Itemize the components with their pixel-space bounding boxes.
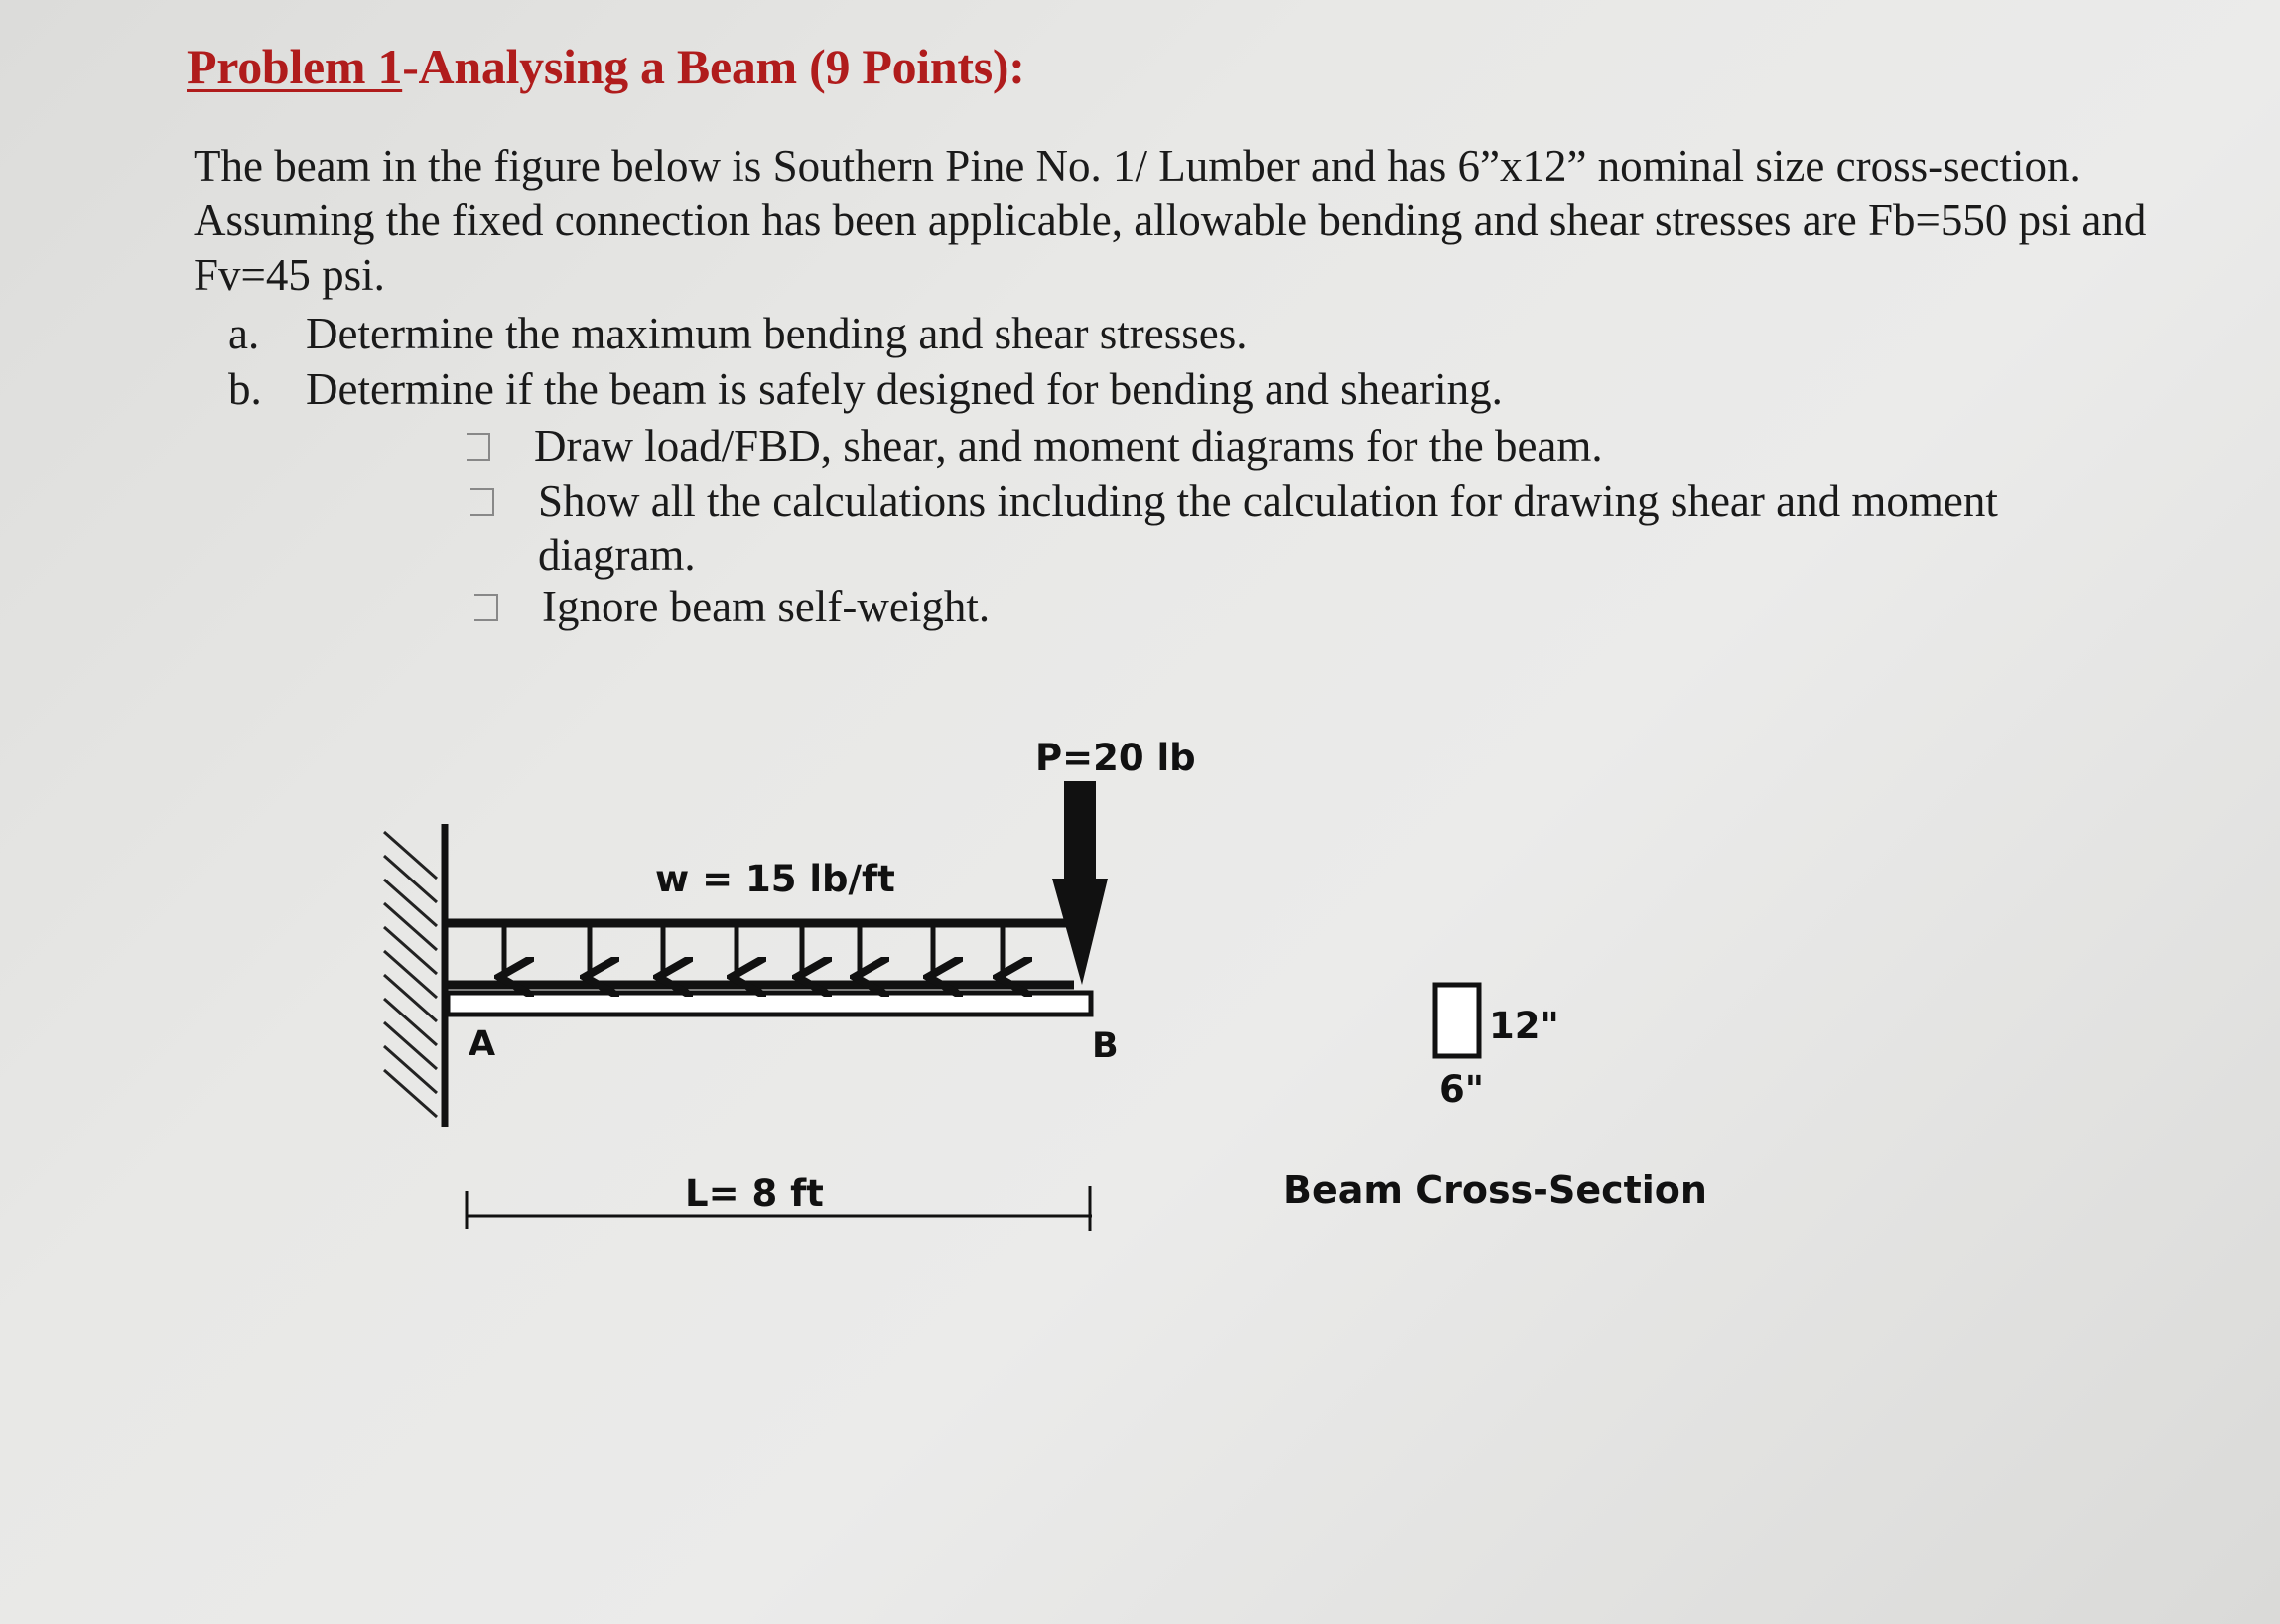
- length-label: L= 8 ft: [685, 1172, 824, 1215]
- support-label-a: A: [469, 1024, 496, 1064]
- item-a-text: Determine the maximum bending and shear stresses.: [306, 309, 1248, 358]
- section-height-label: 12": [1489, 1005, 1559, 1047]
- title-rest: -Analysing a Beam (9 Points):: [402, 39, 1025, 94]
- point-load-label: P=20 lb: [1035, 737, 1196, 779]
- end-label-b: B: [1092, 1026, 1119, 1066]
- bullet-2-text: Show all the calculations including the calculation for drawing shear and moment diagram.: [538, 476, 1998, 580]
- fixed-support-hatch: [384, 832, 437, 1117]
- point-load-arrow: [1052, 781, 1108, 985]
- bullet-3-text: Ignore beam self-weight.: [542, 582, 991, 631]
- beam: [448, 993, 1091, 1015]
- distributed-load-label: w = 15 lb/ft: [655, 858, 895, 900]
- problem-paragraph: The beam in the figure below is Southern Pine No. 1/ Lumber and has 6”x12” nominal size cross-section. Assuming the fixed connection has been applicable, allowable bending and shear stresses are Fb=550 psi and Fv=45 psi.: [194, 141, 2147, 300]
- cross-section-rect: [1435, 985, 1479, 1056]
- item-b-label: b.: [228, 364, 262, 414]
- section-width-label: 6": [1439, 1068, 1485, 1111]
- distributed-load: [448, 923, 1074, 985]
- title-prefix: Problem 1: [187, 39, 403, 94]
- item-b-text: Determine if the beam is safely designed for bending and shearing.: [306, 364, 1503, 414]
- bullet-1-text: Draw load/FBD, shear, and moment diagrams for the beam.: [534, 421, 1603, 471]
- section-title: Beam Cross-Section: [1283, 1168, 1707, 1212]
- item-a-label: a.: [228, 309, 260, 358]
